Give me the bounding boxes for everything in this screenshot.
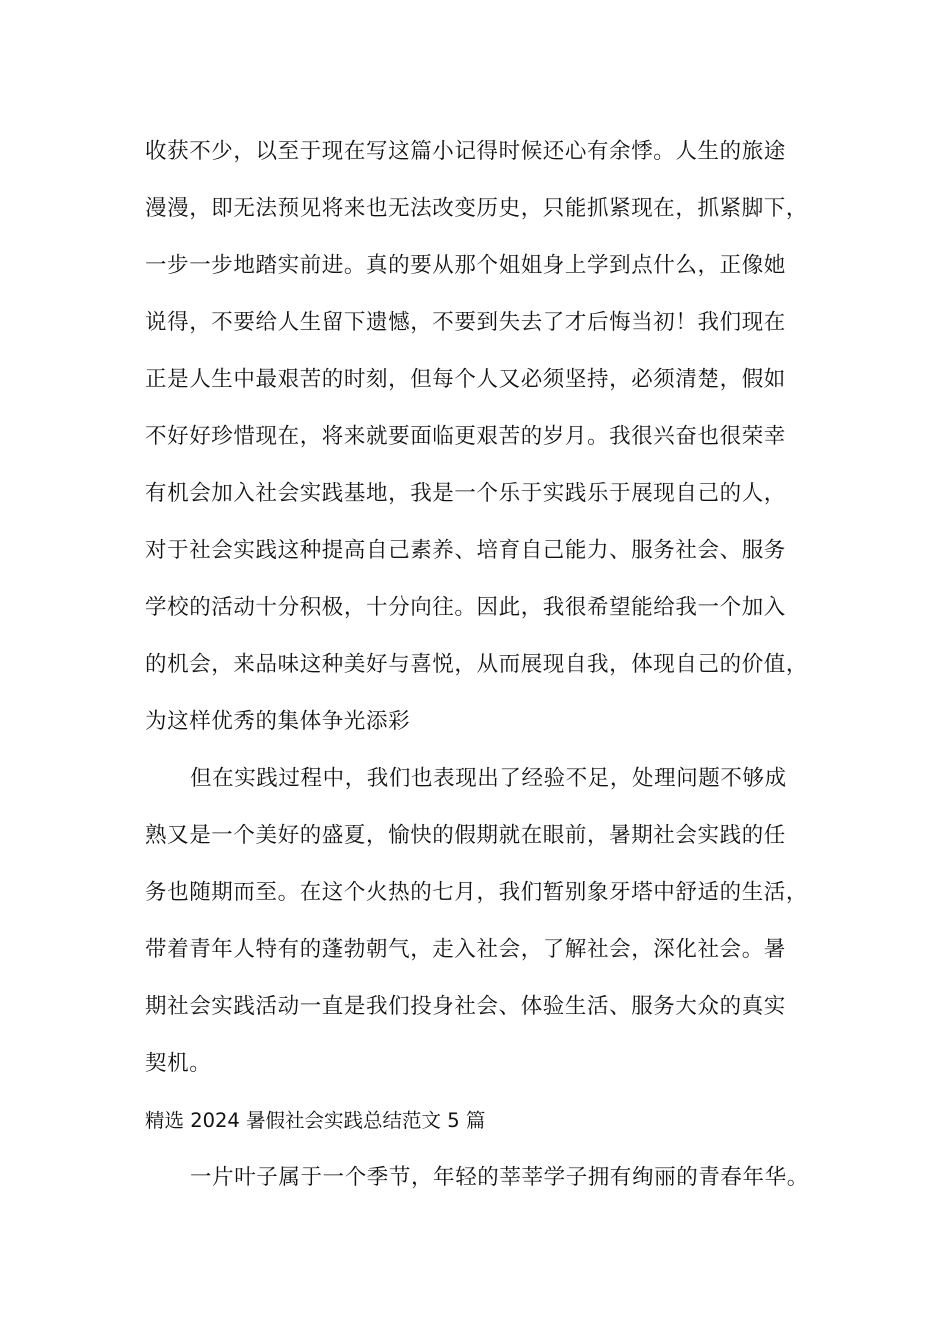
paragraph-1-line-9: 学校的活动十分积极，十分向往。因此，我很希望能给我一个加入 — [145, 595, 786, 620]
paragraph-1-line-10: 的机会，来品味这种美好与喜悦，从而展现自我，体现自己的价值， — [145, 652, 809, 677]
paragraph-1-line-4: 说得，不要给人生留下遗憾，不要到失去了才后悔当初！我们现在 — [145, 310, 786, 335]
paragraph-1-line-8: 对于社会实践这种提高自己素养、培育自己能力、服务社会、服务 — [145, 538, 786, 563]
closing-paragraph-line-1: 一片叶子属于一个季节，年轻的莘莘学子拥有绚丽的青春年华。 — [190, 1165, 809, 1190]
paragraph-2-line-4: 带着青年人特有的蓬勃朝气，走入社会，了解社会，深化社会。暑 — [145, 937, 786, 962]
paragraph-1-line-1: 收获不少，以至于现在写这篇小记得时候还心有余悸。人生的旅途 — [145, 139, 786, 164]
paragraph-1-line-3: 一步一步地踏实前进。真的要从那个姐姐身上学到点什么，正像她 — [145, 253, 786, 278]
paragraph-1-line-7: 有机会加入社会实践基地，我是一个乐于实践乐于展现自己的人， — [145, 481, 786, 506]
paragraph-1-line-11: 为这样优秀的集体争光添彩 — [145, 709, 411, 734]
paragraph-1-line-5: 正是人生中最艰苦的时刻，但每个人又必须坚持，必须清楚，假如 — [145, 367, 786, 392]
paragraph-2-line-2: 熟又是一个美好的盛夏，愉快的假期就在眼前，暑期社会实践的任 — [145, 823, 786, 848]
paragraph-2-line-6: 契机。 — [145, 1051, 212, 1076]
section-title: 精选 2024 暑假社会实践总结范文 5 篇 — [145, 1109, 486, 1132]
paragraph-2-line-3: 务也随期而至。在这个火热的七月，我们暂别象牙塔中舒适的生活， — [145, 880, 809, 905]
paragraph-1-line-6: 不好好珍惜现在，将来就要面临更艰苦的岁月。我很兴奋也很荣幸 — [145, 424, 786, 449]
paragraph-1-line-2: 漫漫，即无法预见将来也无法改变历史，只能抓紧现在，抓紧脚下， — [145, 196, 809, 221]
paragraph-2-line-5: 期社会实践活动一直是我们投身社会、体验生活、服务大众的真实 — [145, 994, 786, 1019]
paragraph-2-line-1: 但在实践过程中，我们也表现出了经验不足，处理问题不够成 — [190, 766, 787, 791]
